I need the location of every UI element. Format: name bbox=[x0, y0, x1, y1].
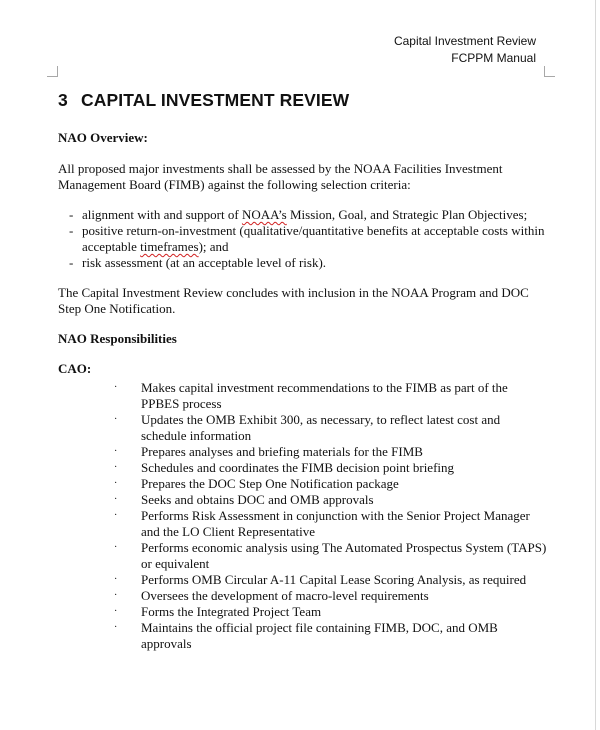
responsibilities-heading: NAO Responsibilities bbox=[58, 331, 177, 346]
duty-item: · Performs OMB Circular A-11 Capital Lease Scoring Analysis, as required bbox=[114, 572, 527, 587]
section-heading bbox=[58, 90, 349, 111]
dot-bullet: · bbox=[114, 478, 118, 489]
overview-heading: NAO Overview: bbox=[58, 130, 148, 145]
dot-bullet: · bbox=[114, 462, 118, 473]
dash-bullet: - bbox=[69, 223, 74, 238]
criteria-item: - risk assessment (at an acceptable level of risk). bbox=[69, 255, 327, 270]
dash-bullet: - bbox=[69, 255, 74, 270]
duty-item: · Prepares the DOC Step One Notification package bbox=[114, 476, 399, 491]
document-body bbox=[58, 130, 548, 652]
duty-item: · Forms the Integrated Project Team bbox=[114, 604, 322, 619]
duty-item: · Performs Risk Assessment in conjunction with the Senior Project Manager and the LO Client Representative bbox=[114, 508, 530, 539]
header-manual: FCPPM Manual bbox=[451, 51, 536, 65]
duty-item: · Oversees the development of macro-level requirements bbox=[114, 588, 429, 603]
overview-intro: All proposed major investments shall be assessed by the NOAA Facilities Investment Management Board (FIMB) against the following selection criteria: bbox=[58, 161, 503, 192]
dot-bullet: · bbox=[114, 542, 118, 553]
header-title: Capital Investment Review bbox=[393, 34, 536, 48]
cao-duties-list bbox=[58, 380, 548, 652]
criteria-item: - alignment with and support of NOAA’s Mission, Goal, and Strategic Plan Objectives; bbox=[69, 207, 528, 222]
dot-bullet: · bbox=[114, 590, 118, 601]
spellcheck-flagged-word: timeframes bbox=[140, 239, 199, 254]
duty-item: · Prepares analyses and briefing materials for the FIMB bbox=[114, 444, 423, 459]
duty-item: · Schedules and coordinates the FIMB decision point briefing bbox=[114, 460, 455, 475]
dot-bullet: · bbox=[114, 414, 118, 425]
dot-bullet: · bbox=[114, 606, 118, 617]
dot-bullet: · bbox=[114, 382, 118, 393]
criteria-item: - positive return-on-investment (qualitative/quantitative benefits at acceptable costs within acceptable timeframes); and bbox=[69, 223, 545, 254]
duty-item: · Maintains the official project file containing FIMB, DOC, and OMB approvals bbox=[114, 620, 498, 651]
section-number: 3 bbox=[58, 90, 68, 110]
dot-bullet: · bbox=[114, 622, 118, 633]
margin-corner-mark-left bbox=[47, 66, 58, 77]
cao-label: CAO: bbox=[58, 361, 92, 376]
dot-bullet: · bbox=[114, 494, 118, 505]
overview-conclusion: The Capital Investment Review concludes with inclusion in the NOAA Program and DOC Step One Notification. bbox=[58, 285, 529, 316]
dot-bullet: · bbox=[114, 510, 118, 521]
duty-item: · Performs economic analysis using The Automated Prospectus System (TAPS) or equivalent bbox=[114, 540, 547, 571]
dot-bullet: · bbox=[114, 446, 118, 457]
page-edge bbox=[595, 0, 596, 730]
duty-item: · Updates the OMB Exhibit 300, as necessary, to reflect latest cost and schedule information bbox=[114, 412, 501, 443]
criteria-list bbox=[58, 207, 548, 271]
dot-bullet: · bbox=[114, 574, 118, 585]
dash-bullet: - bbox=[69, 207, 74, 222]
duty-item: · Seeks and obtains DOC and OMB approvals bbox=[114, 492, 374, 507]
section-title: CAPITAL INVESTMENT REVIEW bbox=[81, 90, 350, 110]
running-header bbox=[394, 33, 536, 67]
margin-corner-mark-right bbox=[544, 66, 555, 77]
spellcheck-flagged-word: NOAA’s bbox=[241, 207, 287, 222]
duty-item: · Makes capital investment recommendations to the FIMB as part of the PPBES process bbox=[114, 380, 508, 411]
